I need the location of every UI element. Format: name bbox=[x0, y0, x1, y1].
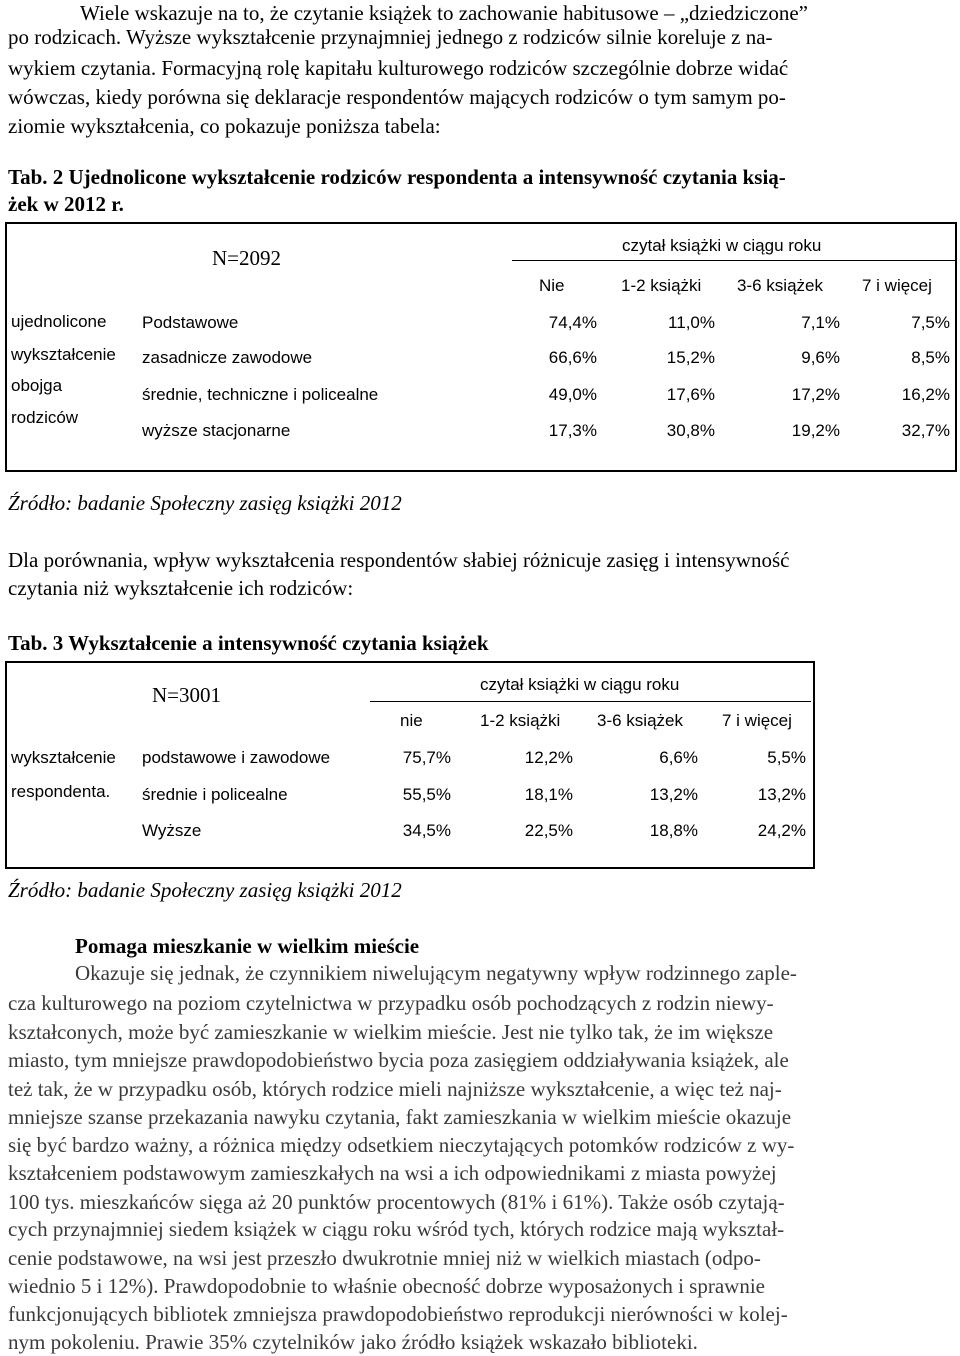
table2-col-header: 1-2 książki bbox=[621, 276, 702, 295]
table3-side-label: wykształcenie bbox=[11, 748, 116, 767]
table2-cell: 9,6% bbox=[801, 348, 840, 367]
table2-caption-line: Tab. 2 Ujednolicone wykształcenie rodziców respondenta a intensywność czytania ksią- bbox=[8, 165, 786, 189]
table2 bbox=[5, 222, 957, 472]
table2-side-label: obojga bbox=[11, 376, 63, 395]
table2-cell: 15,2% bbox=[666, 348, 715, 367]
section-title: Pomaga mieszkanie w wielkim mieście bbox=[75, 934, 420, 958]
table2-group-header: czytał książki w ciągu roku bbox=[622, 236, 822, 255]
table3-group-header: czytał książki w ciągu roku bbox=[480, 675, 680, 694]
intro-line: Wiele wskazuje na to, że czytanie książek to zachowanie habitusowe – „dziedziczone” bbox=[80, 1, 808, 25]
table3-row-label: podstawowe i zawodowe bbox=[142, 748, 331, 767]
body-line: cych przynajmniej siedem książek w ciągu roku wśród tych, których rodzice mają wykształ- bbox=[8, 1217, 785, 1241]
table3-row-label: Wyższe bbox=[142, 821, 202, 840]
intro-line: wówczas, kiedy porówna się deklaracje respondentów mających rodziców o tym samym po- bbox=[8, 85, 786, 109]
table2-n-label: N=2092 bbox=[212, 246, 282, 270]
table3-cell: 6,6% bbox=[659, 748, 698, 767]
table2-cell: 16,2% bbox=[901, 385, 950, 404]
middle-line: czytania niż wykształcenie ich rodziców: bbox=[8, 576, 354, 600]
body-line: się być bardzo ważny, a różnica między odsetkiem nieczytających potomków rodziców z wy- bbox=[8, 1133, 795, 1157]
table2-row-label: zasadnicze zawodowe bbox=[142, 348, 313, 367]
table2-cell: 8,5% bbox=[911, 348, 950, 367]
table2-side-label: rodziców bbox=[11, 408, 79, 427]
table2-cell: 17,6% bbox=[666, 385, 715, 404]
table2-side-label: ujednolicone bbox=[11, 312, 107, 331]
table2-cell: 17,2% bbox=[791, 385, 840, 404]
table2-side-label: wykształcenie bbox=[11, 345, 116, 364]
table3-cell: 18,8% bbox=[649, 821, 698, 840]
table3-cell: 18,1% bbox=[524, 785, 573, 804]
table3 bbox=[5, 661, 815, 869]
body-line: nym pokoleniu. Prawie 35% czytelników jako źródło książek wskazało biblioteki. bbox=[8, 1330, 698, 1354]
table3-n-label: N=3001 bbox=[152, 683, 222, 707]
table3-cell: 22,5% bbox=[524, 821, 573, 840]
table2-cell: 7,5% bbox=[911, 313, 950, 332]
table3-cell: 34,5% bbox=[402, 821, 451, 840]
table2-header-divider bbox=[512, 260, 957, 261]
table3-col-header: 1-2 książki bbox=[480, 711, 561, 730]
body-line: wiednio 5 i 12%). Prawdopodobnie to właśnie obecność dobrze wyposażonych i sprawnie bbox=[8, 1274, 765, 1298]
table2-cell: 7,1% bbox=[801, 313, 840, 332]
table3-cell: 13,2% bbox=[757, 785, 806, 804]
table3-cell: 75,7% bbox=[402, 748, 451, 767]
table2-col-header: Nie bbox=[539, 276, 565, 295]
table3-cell: 13,2% bbox=[649, 785, 698, 804]
table2-cell: 66,6% bbox=[548, 348, 597, 367]
intro-line: ziomie wykształcenia, co pokazuje poniższa tabela: bbox=[8, 114, 441, 138]
table3-col-header: 3-6 książek bbox=[597, 711, 683, 730]
table2-col-header: 3-6 książek bbox=[737, 276, 823, 295]
body-line: funkcjonujących bibliotek zmniejsza prawdopodobieństwo reprodukcji nierówności w kolej- bbox=[8, 1302, 788, 1326]
table3-cell: 5,5% bbox=[767, 748, 806, 767]
table3-side-label: respondenta. bbox=[11, 782, 111, 801]
table3-col-header: 7 i więcej bbox=[722, 711, 792, 730]
table2-cell: 32,7% bbox=[901, 421, 950, 440]
table3-col-header: nie bbox=[400, 711, 423, 730]
table2-col-header: 7 i więcej bbox=[862, 276, 932, 295]
table2-caption-line: żek w 2012 r. bbox=[8, 192, 124, 216]
table3-cell: 55,5% bbox=[402, 785, 451, 804]
body-line: miasto, tym mniejsze prawdopodobieństwo bycia poza zasięgiem oddziaływania książek, ale bbox=[8, 1048, 789, 1072]
table2-cell: 30,8% bbox=[666, 421, 715, 440]
middle-line: Dla porównania, wpływ wykształcenia respondentów słabiej różnicuje zasięg i intensywność bbox=[8, 548, 790, 572]
table2-cell: 17,3% bbox=[548, 421, 597, 440]
table3-cell: 24,2% bbox=[757, 821, 806, 840]
table2-cell: 19,2% bbox=[791, 421, 840, 440]
body-line: kształconych, może być zamieszkanie w wielkim mieście. Jest nie tylko tak, że im większe bbox=[8, 1020, 774, 1044]
body-line: cza kulturowego na poziom czytelnictwa w przypadku osób pochodzących z rodzin niewy- bbox=[8, 991, 774, 1015]
table2-row-label: Podstawowe bbox=[142, 313, 239, 332]
body-line: kształceniem podstawowym zamieszkałych na wsi a ich odpowiednikami z miasta powyżej bbox=[8, 1161, 777, 1185]
table2-cell: 74,4% bbox=[548, 313, 597, 332]
table3-row-label: średnie i policealne bbox=[142, 785, 288, 804]
table2-cell: 49,0% bbox=[548, 385, 597, 404]
body-line: cenie podstawowe, na wsi jest przeszło dwukrotnie mniej niż w wielkich miastach (odpo- bbox=[8, 1246, 761, 1270]
body-line: Okazuje się jednak, że czynnikiem niwelującym negatywny wpływ rodzinnego zaple- bbox=[75, 961, 797, 985]
table3-header-divider bbox=[370, 701, 811, 702]
table3-cell: 12,2% bbox=[524, 748, 573, 767]
intro-line: wykiem czytania. Formacyjną rolę kapitału kulturowego rodziców szczególnie dobrze widać bbox=[8, 56, 789, 80]
body-line: też tak, że w przypadku osób, których rodzice mieli najniższe wykształcenie, a więc też naj- bbox=[8, 1077, 782, 1101]
intro-line: po rodzicach. Wyższe wykształcenie przynajmniej jednego z rodziców silnie koreluje z na- bbox=[8, 25, 773, 49]
table3-caption: Tab. 3 Wykształcenie a intensywność czytania książek bbox=[8, 631, 489, 655]
body-line: mniejsze szanse przekazania nawyku czytania, fakt zamieszkania w wielkim mieście okazuje bbox=[8, 1105, 792, 1129]
table2-row-label: wyższe stacjonarne bbox=[142, 421, 291, 440]
body-line: 100 tys. mieszkańców sięga aż 20 punktów procentowych (81% i 61%). Także osób czytają- bbox=[8, 1190, 785, 1214]
table2-row-label: średnie, techniczne i policealne bbox=[142, 385, 379, 404]
table2-source: Źródło: badanie Społeczny zasięg książki 2012 bbox=[8, 491, 402, 515]
table3-source: Źródło: badanie Społeczny zasięg książki 2012 bbox=[8, 878, 402, 902]
table2-cell: 11,0% bbox=[668, 313, 715, 332]
